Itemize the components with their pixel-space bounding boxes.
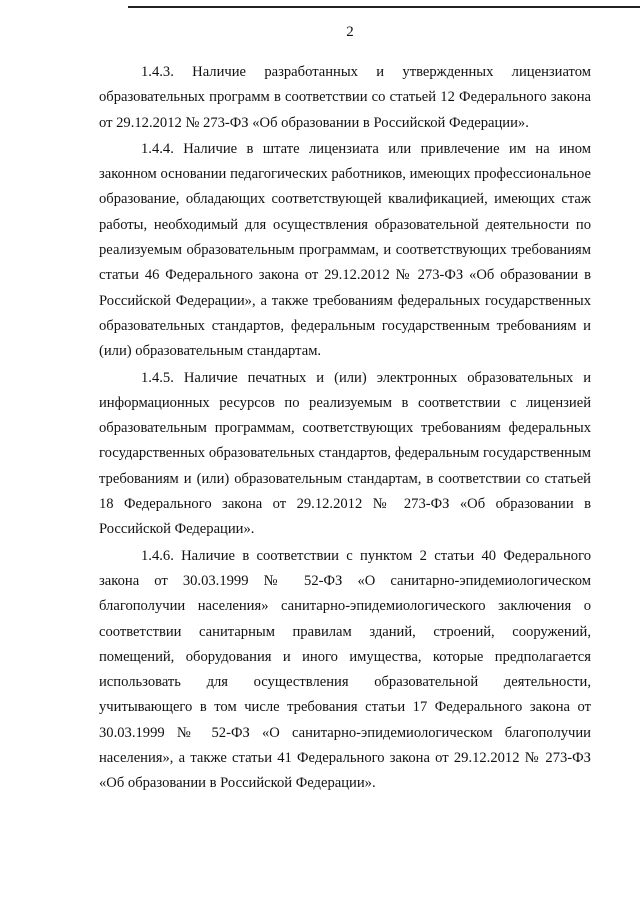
page-number: 2 <box>346 24 354 40</box>
paragraph-1-4-6: 1.4.6. Наличие в соответствии с пунктом 2 статьи 40 Федерального закона от 30.03.1999 № 52-ФЗ «О санитарно-эпидемиологическом благополучии населения» санитарно-эпидемиологического заключения о соответствии санитарным правилам зданий, строений, сооружений, помещений, оборудования и иного имущества, которые предполагается использовать для осуществления образовательной деятельности, учитывающего в том числе требования статьи 17 Федерального закона от 30.03.1999 № 52-ФЗ «О санитарно-эпидемиологическом благополучии населения», а также статьи 41 Федерального закона от 29.12.2012 № 273-ФЗ «Об образовании в Российской Федерации». <box>99 547 591 792</box>
paragraph-1-4-3: 1.4.3. Наличие разработанных и утвержденных лицензиатом образовательных программ в соответствии со статьей 12 Федерального закона от 29.12.2012 № 273-ФЗ «Об образовании в Российской Федерации». <box>99 64 591 131</box>
top-rule <box>128 6 640 8</box>
paragraph-1-4-5: 1.4.5. Наличие печатных и (или) электронных образовательных и информационных ресурсов по реализуемым в соответствии с лицензией образовательным программам, соответствующих требованиям федеральных государственных образовательных стандартов, федеральным государственным требованиям и (или) образовательным стандартам, в соответствии со статьей 18 Федерального закона от 29.12.2012 № 273-ФЗ «Об образовании в Российской Федерации». <box>99 369 591 538</box>
document-body <box>99 60 591 797</box>
paragraph-1-4-4: 1.4.4. Наличие в штате лицензиата или привлечение им на ином законном основании педагогических работников, имеющих профессиональное образование, обладающих соответствующей квалификацией, имеющих стаж работы, необходимый для осуществления образовательной деятельности по реализуемым образовательным программам, и соответствующих требованиям статьи 46 Федерального закона от 29.12.2012 № 273-ФЗ «Об образовании в Российской Федерации», а также требованиям федеральных государственных образовательных стандартов, федеральным государственным требованиям и (или) образовательным стандартам. <box>99 140 591 360</box>
